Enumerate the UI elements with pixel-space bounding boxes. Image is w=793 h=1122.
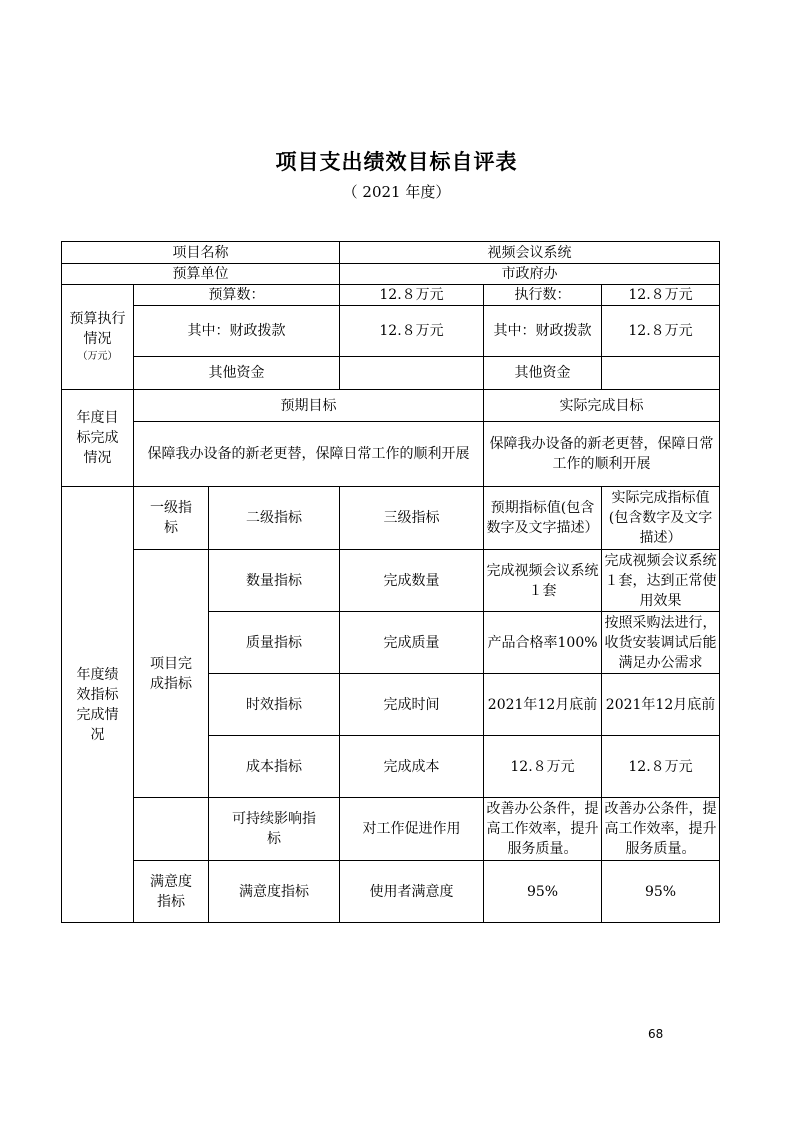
document-subtitle: （ 2021 年度） xyxy=(342,183,451,201)
fiscal-label-budget: 其中：财政拨款 xyxy=(134,306,340,357)
other-funds-label-exec: 其他资金 xyxy=(484,357,602,390)
indicator-actual: 按照采购法进行，收货安装调试后能满足办公需求 xyxy=(602,612,720,674)
indicator-level3: 完成成本 xyxy=(340,736,484,798)
row-fiscal xyxy=(62,306,720,357)
row-goal-text xyxy=(62,422,720,487)
satisfaction-actual: 95% xyxy=(602,861,720,923)
page-number: 68 xyxy=(648,1027,664,1041)
row-other-funds xyxy=(62,357,720,390)
table-row xyxy=(62,550,720,612)
indicator-level3: 完成质量 xyxy=(340,612,484,674)
sustainable-level2: 可持续影响指标 xyxy=(209,798,340,861)
row-budget-amount xyxy=(62,285,720,306)
executed-value: 12.８万元 xyxy=(602,285,720,306)
sustainable-actual: 改善办公条件，提高工作效率，提升服务质量。 xyxy=(602,798,720,861)
perf-label: 年度绩效指标完成情况 xyxy=(62,487,134,923)
indicator-expected: 完成视频会议系统１套 xyxy=(484,550,602,612)
budget-unit-label: 预算单位 xyxy=(62,264,340,285)
indicator-actual: 完成视频会议系统１套，达到正常使用效果 xyxy=(602,550,720,612)
row-indicator-headers xyxy=(62,487,720,550)
indicator-level3: 完成时间 xyxy=(340,674,484,736)
budget-unit-value: 市政府办 xyxy=(340,264,720,285)
other-funds-value-exec xyxy=(602,357,720,390)
expected-goal-text: 保障我办设备的新老更替，保障日常工作的顺利开展 xyxy=(134,422,484,487)
fiscal-value-budget: 12.８万元 xyxy=(340,306,484,357)
executed-label: 执行数： xyxy=(484,285,602,306)
budget-exec-cell xyxy=(62,285,134,390)
row-goal-headers xyxy=(62,390,720,422)
satisfaction-level2: 满意度指标 xyxy=(209,861,340,923)
expected-goal-header: 预期目标 xyxy=(134,390,484,422)
indicator-level2: 成本指标 xyxy=(209,736,340,798)
indicator-expected: 12.８万元 xyxy=(484,736,602,798)
indicator-level3: 完成数量 xyxy=(340,550,484,612)
table-row xyxy=(62,798,720,861)
sustainable-level1-empty xyxy=(134,798,209,861)
budget-amount-label: 预算数： xyxy=(134,285,340,306)
budget-exec-unit: （万元） xyxy=(77,351,118,362)
budget-exec-label: 预算执行情况 xyxy=(69,311,126,347)
project-name-label: 项目名称 xyxy=(62,242,340,264)
header-actual: 实际完成指标值(包含数字及文字描述） xyxy=(602,487,720,550)
header-level2: 二级指标 xyxy=(209,487,340,550)
actual-goal-text: 保障我办设备的新老更替，保障日常工作的顺利开展 xyxy=(484,422,720,487)
satisfaction-level1: 满意度指标 xyxy=(134,861,209,923)
satisfaction-level3: 使用者满意度 xyxy=(340,861,484,923)
indicator-level2: 数量指标 xyxy=(209,550,340,612)
table-row xyxy=(62,861,720,923)
satisfaction-expected: 95% xyxy=(484,861,602,923)
project-name-value: 视频会议系统 xyxy=(340,242,720,264)
indicator-expected: 产品合格率100% xyxy=(484,612,602,674)
header-expected: 预期指标值(包含数字及文字描述） xyxy=(484,487,602,550)
actual-goal-header: 实际完成目标 xyxy=(484,390,720,422)
row-budget-unit xyxy=(62,264,720,285)
indicator-expected: 2021年12月底前 xyxy=(484,674,602,736)
row-project-name xyxy=(62,242,720,264)
indicator-actual: 12.８万元 xyxy=(602,736,720,798)
annual-goal-label: 年度目标完成情况 xyxy=(62,390,134,487)
header-level3: 三级指标 xyxy=(340,487,484,550)
other-funds-label-budget: 其他资金 xyxy=(134,357,340,390)
header-level1: 一级指标 xyxy=(134,487,209,550)
indicator-actual: 2021年12月底前 xyxy=(602,674,720,736)
document-title: 项目支出绩效目标自评表 xyxy=(275,149,518,174)
other-funds-value-budget xyxy=(340,357,484,390)
fiscal-value-exec: 12.８万元 xyxy=(602,306,720,357)
indicator-level2: 时效指标 xyxy=(209,674,340,736)
evaluation-table xyxy=(61,241,720,923)
sustainable-expected: 改善办公条件，提高工作效率，提升服务质量。 xyxy=(484,798,602,861)
sustainable-level3: 对工作促进作用 xyxy=(340,798,484,861)
project-completion-label: 项目完成指标 xyxy=(134,550,209,798)
fiscal-label-exec: 其中：财政拨款 xyxy=(484,306,602,357)
budget-amount-value: 12.８万元 xyxy=(340,285,484,306)
indicator-level2: 质量指标 xyxy=(209,612,340,674)
